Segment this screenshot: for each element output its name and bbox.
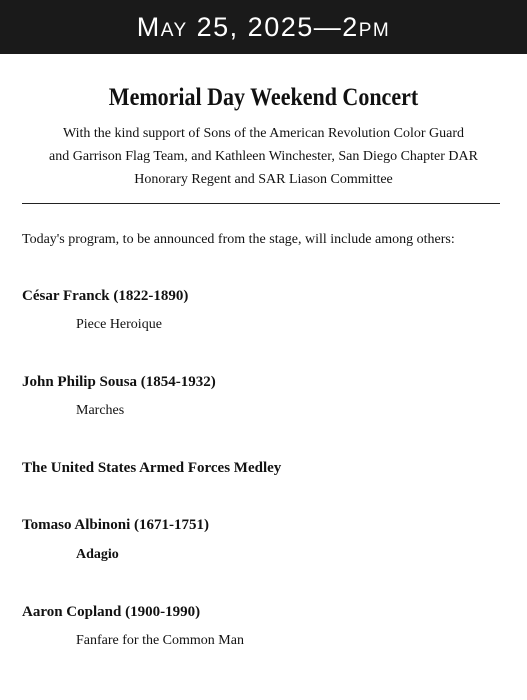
acknowledgement-text — [20, 122, 507, 191]
program-work: Piece Heroique — [76, 317, 162, 332]
program-work: Fanfare for the Common Man — [76, 633, 244, 648]
acknowledgement-line: and Garrison Flag Team, and Kathleen Winchester, San Diego Chapter DAR — [49, 149, 478, 164]
program-composer: John Philip Sousa (1854-1932) — [22, 374, 216, 390]
date-time-heading: May 25, 2025—2pm — [136, 11, 391, 42]
program-work: Marches — [76, 403, 125, 418]
divider-rule — [22, 203, 500, 204]
acknowledgement-line: With the kind support of Sons of the American Revolution Color Guard — [62, 126, 465, 141]
acknowledgement-line: Honorary Regent and SAR Liason Committee — [134, 172, 393, 187]
program-composer: The United States Armed Forces Medley — [22, 460, 282, 476]
program-intro: Today's program, to be announced from the stage, will include among others: — [22, 232, 455, 247]
concert-title: Memorial Day Weekend Concert — [108, 84, 419, 111]
program-composer: Aaron Copland (1900-1990) — [22, 604, 201, 620]
program-composer: César Franck (1822-1890) — [22, 288, 189, 304]
program-composer: Tomaso Albinoni (1671-1751) — [22, 517, 209, 533]
date-banner — [0, 0, 527, 54]
program-work: Adagio — [76, 547, 119, 562]
